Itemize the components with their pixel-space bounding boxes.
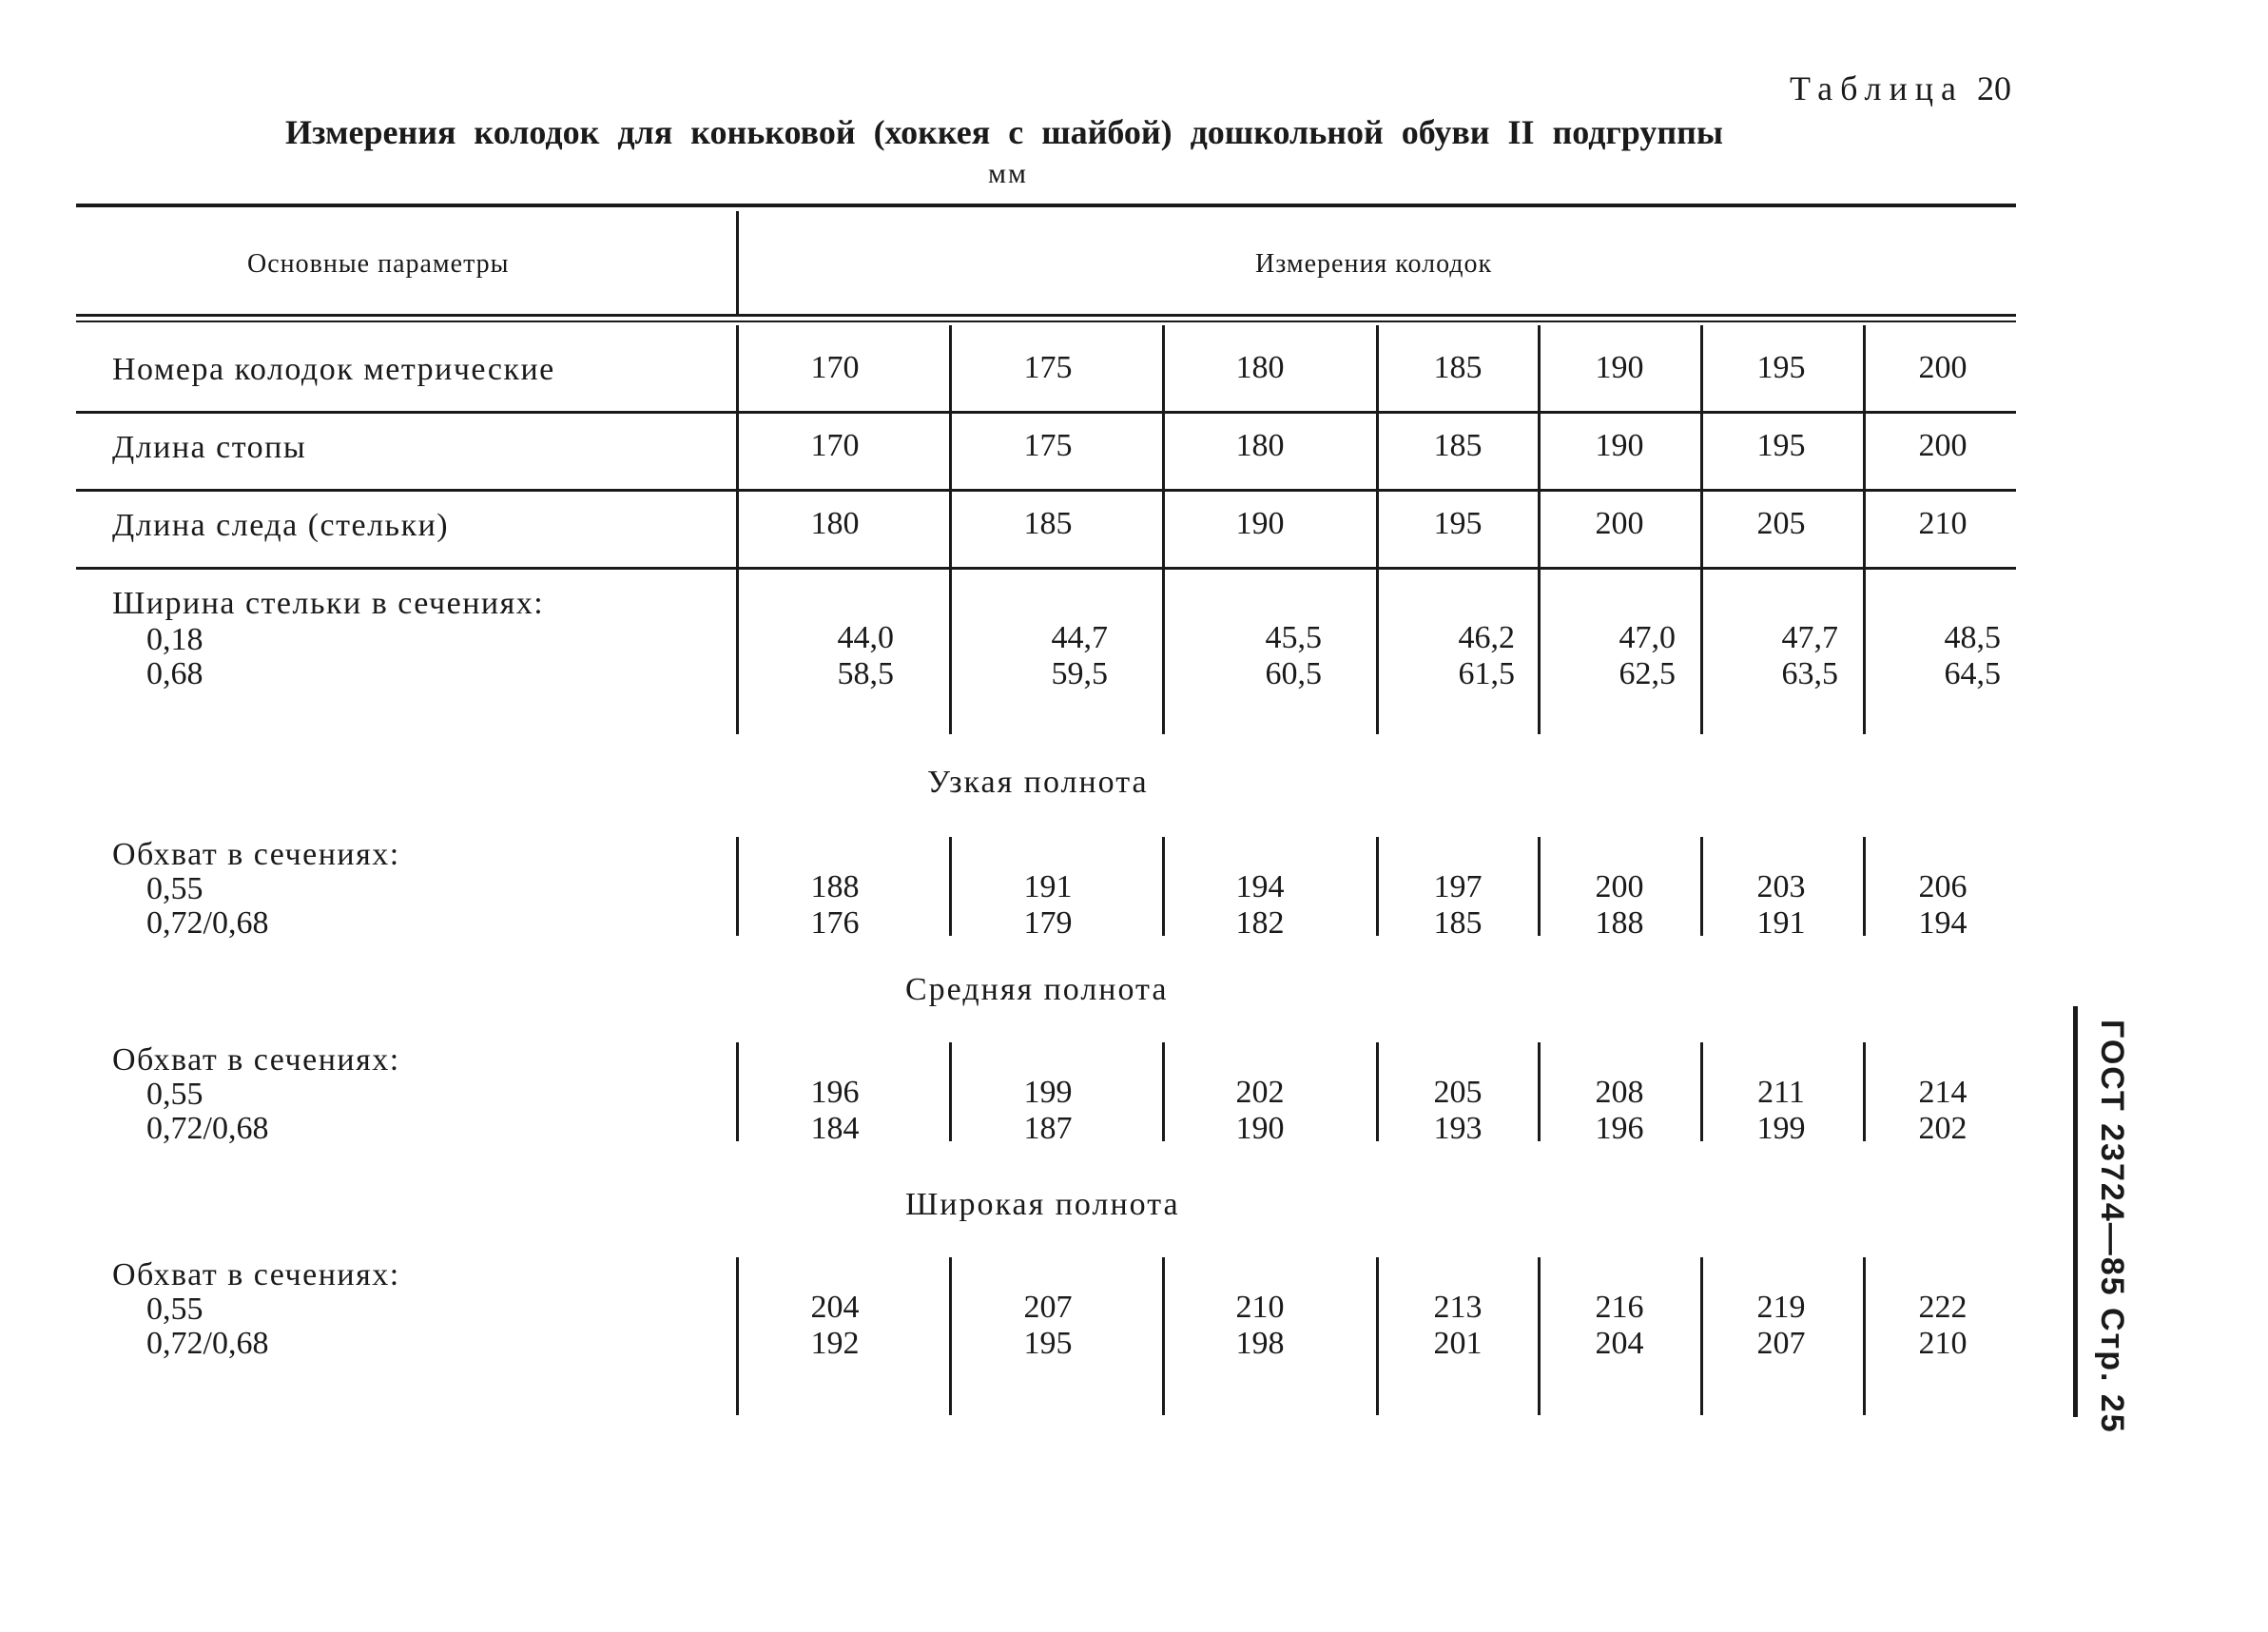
cell: 47,0 — [1619, 620, 1676, 655]
cell: 170 — [810, 350, 860, 385]
cell: 180 — [810, 506, 860, 541]
cell: 210 — [1918, 1326, 1968, 1361]
cell: 176 — [810, 905, 860, 941]
cell: 48,5 — [1944, 620, 2001, 655]
cell: 199 — [1023, 1075, 1073, 1110]
cell: 203 — [1756, 869, 1806, 904]
row-label: Обхват в сечениях: — [112, 1257, 400, 1292]
cell: 204 — [810, 1290, 860, 1325]
cell: 213 — [1433, 1290, 1483, 1325]
cell: 201 — [1433, 1326, 1483, 1361]
cell: 202 — [1918, 1111, 1968, 1146]
cell: 216 — [1595, 1290, 1644, 1325]
sub-label: 0,72/0,68 — [146, 905, 269, 941]
cell: 46,2 — [1458, 620, 1515, 655]
cell: 59,5 — [1051, 656, 1108, 691]
cell: 47,7 — [1781, 620, 1838, 655]
cell: 185 — [1433, 428, 1483, 463]
cell: 180 — [1235, 350, 1285, 385]
row-rule-1 — [76, 411, 2016, 414]
cell: 200 — [1918, 350, 1968, 385]
unit-label: мм — [988, 158, 1028, 189]
cell: 206 — [1918, 869, 1968, 904]
sub-label: 0,72/0,68 — [146, 1326, 269, 1361]
cell: 190 — [1235, 506, 1285, 541]
cell: 190 — [1595, 350, 1644, 385]
table-word: Таблица — [1790, 69, 1964, 107]
cell: 207 — [1756, 1326, 1806, 1361]
cell: 195 — [1756, 428, 1806, 463]
row-label: Длина следа (стельки) — [112, 508, 450, 543]
cell: 175 — [1023, 350, 1073, 385]
cell: 204 — [1595, 1326, 1644, 1361]
section-title: Широкая полнота — [905, 1187, 1180, 1222]
cell: 197 — [1433, 869, 1483, 904]
cell: 191 — [1756, 905, 1806, 941]
cell: 188 — [1595, 905, 1644, 941]
cell: 170 — [810, 428, 860, 463]
cell: 214 — [1918, 1075, 1968, 1110]
cell: 208 — [1595, 1075, 1644, 1110]
cell: 64,5 — [1944, 656, 2001, 691]
section-title: Средняя полнота — [905, 972, 1169, 1007]
sub-label: 0,55 — [146, 1077, 204, 1112]
cell: 185 — [1433, 905, 1483, 941]
table-number — [1790, 68, 2011, 108]
cell: 179 — [1023, 905, 1073, 941]
row-label: Номера колодок метрические — [112, 352, 555, 387]
cell: 195 — [1756, 350, 1806, 385]
cell: 185 — [1433, 350, 1483, 385]
sub-label: 0,55 — [146, 1292, 204, 1327]
side-note: ГОСТ 23724—85 Стр. 25 — [2094, 1020, 2130, 1434]
row-label: Ширина стельки в сечениях: — [112, 586, 545, 621]
cell: 63,5 — [1781, 656, 1838, 691]
side-rule — [2073, 1006, 2078, 1417]
cell: 196 — [1595, 1111, 1644, 1146]
cell: 205 — [1756, 506, 1806, 541]
header-bottom-rule-2 — [76, 321, 2016, 322]
cell: 195 — [1433, 506, 1483, 541]
cell: 205 — [1433, 1075, 1483, 1110]
cell: 202 — [1235, 1075, 1285, 1110]
row-rule-3 — [76, 567, 2016, 570]
cell: 210 — [1235, 1290, 1285, 1325]
cell: 190 — [1235, 1111, 1285, 1146]
sub-label: 0,18 — [146, 622, 204, 657]
cell: 61,5 — [1458, 656, 1515, 691]
cell: 210 — [1918, 506, 1968, 541]
sub-label: 0,72/0,68 — [146, 1111, 269, 1146]
sub-label: 0,68 — [146, 656, 204, 691]
cell: 198 — [1235, 1326, 1285, 1361]
cell: 185 — [1023, 506, 1073, 541]
table-top-rule — [76, 204, 2016, 207]
cell: 187 — [1023, 1111, 1073, 1146]
cell: 182 — [1235, 905, 1285, 941]
cell: 199 — [1756, 1111, 1806, 1146]
cell: 60,5 — [1265, 656, 1322, 691]
cell: 193 — [1433, 1111, 1483, 1146]
cell: 45,5 — [1265, 620, 1322, 655]
cell: 194 — [1235, 869, 1285, 904]
cell: 200 — [1595, 869, 1644, 904]
cell: 207 — [1023, 1290, 1073, 1325]
cell: 58,5 — [837, 656, 894, 691]
measurements-header: Измерения колодок — [1255, 249, 1493, 279]
params-header: Основные параметры — [247, 249, 510, 279]
cell: 44,7 — [1051, 620, 1108, 655]
document-title: Измерения колодок для коньковой (хоккея с шайбой) дошкольной обуви II подгруппы — [285, 113, 1723, 151]
cell: 190 — [1595, 428, 1644, 463]
cell: 62,5 — [1619, 656, 1676, 691]
table-no: 20 — [1977, 69, 2011, 107]
row-label: Обхват в сечениях: — [112, 837, 400, 872]
sub-label: 0,55 — [146, 871, 204, 906]
cell: 222 — [1918, 1290, 1968, 1325]
cell: 44,0 — [837, 620, 894, 655]
cell: 191 — [1023, 869, 1073, 904]
row-label: Длина стопы — [112, 430, 307, 465]
header-bottom-rule-1 — [76, 314, 2016, 317]
cell: 200 — [1595, 506, 1644, 541]
cell: 184 — [810, 1111, 860, 1146]
cell: 192 — [810, 1326, 860, 1361]
row-label: Обхват в сечениях: — [112, 1042, 400, 1078]
cell: 195 — [1023, 1326, 1073, 1361]
cell: 188 — [810, 869, 860, 904]
cell: 180 — [1235, 428, 1285, 463]
cell: 211 — [1757, 1075, 1805, 1110]
cell: 200 — [1918, 428, 1968, 463]
row-rule-2 — [76, 489, 2016, 492]
section-title: Узкая полнота — [927, 765, 1149, 800]
header-divider — [736, 211, 739, 314]
cell: 219 — [1756, 1290, 1806, 1325]
cell: 196 — [810, 1075, 860, 1110]
cell: 194 — [1918, 905, 1968, 941]
cell: 175 — [1023, 428, 1073, 463]
